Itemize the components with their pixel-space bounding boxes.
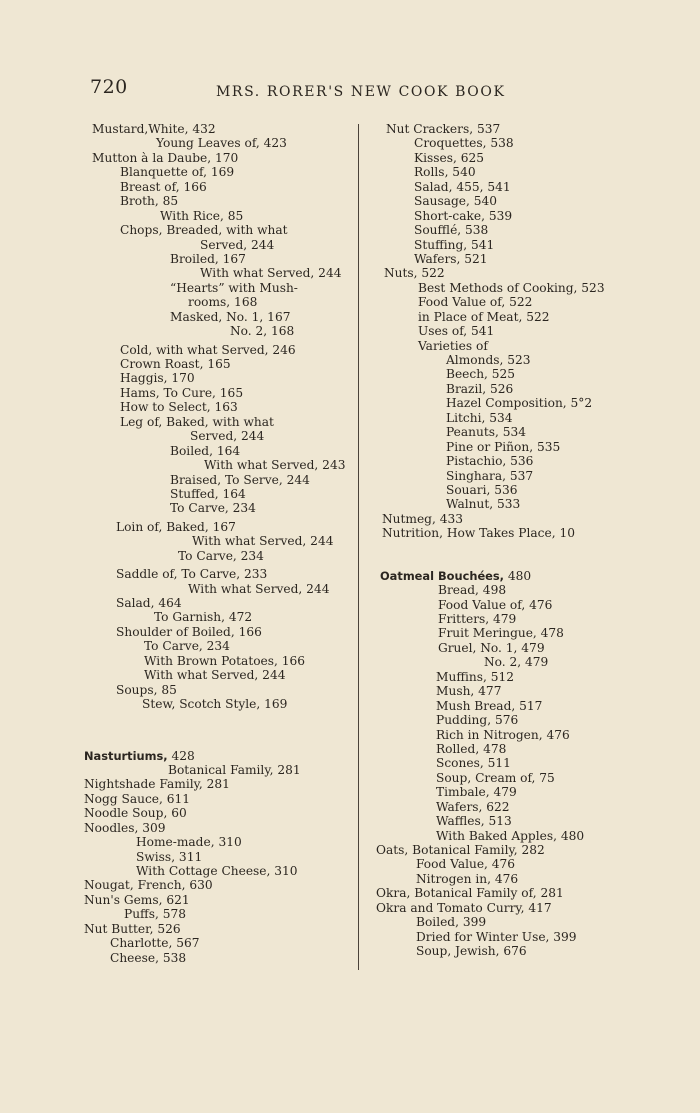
index-entry: Fruit Meringue, 478 (438, 626, 564, 641)
index-entry: No. 2, 168 (230, 324, 295, 339)
index-entry: Stew, Scotch Style, 169 (142, 697, 288, 712)
index-entry: With what Served, 243 (204, 458, 346, 473)
index-entry: Singhara, 537 (446, 468, 534, 483)
index-heading-word: Nasturtiums, (84, 748, 168, 763)
index-entry: Nut Crackers, 537 (386, 122, 501, 136)
index-entry: With Rice, 85 (160, 208, 244, 223)
index-entry: Cold, with what Served, 246 (120, 342, 296, 357)
index-entry: Nutmeg, 433 (382, 511, 463, 526)
index-entry: Fritters, 479 (438, 612, 517, 626)
index-entry: Stuffing, 541 (414, 237, 495, 252)
index-entry: Scones, 511 (436, 756, 511, 771)
index-entry: Hazel Composition, 5°2 (446, 396, 593, 411)
index-entry: Rich in Nitrogen, 476 (436, 727, 570, 742)
index-entry: Loin of, Baked, 167 (116, 519, 236, 534)
index-entry: Haggis, 170 (120, 371, 195, 386)
index-entry: Soup, Jewish, 676 (416, 944, 527, 959)
index-entry: Masked, No. 1, 167 (170, 309, 291, 324)
index-entry: Beech, 525 (446, 367, 516, 382)
index-entry: Mush Bread, 517 (436, 698, 543, 713)
index-entry: Served, 244 (190, 429, 265, 444)
index-entry: Rolled, 478 (436, 741, 507, 756)
section-gap (82, 712, 352, 749)
index-entry: Shoulder of Boiled, 166 (116, 624, 262, 639)
index-entry: Varieties of (418, 338, 488, 353)
index-entry: Salad, 455, 541 (414, 179, 511, 194)
index-entry: Food Value, 476 (416, 857, 516, 872)
index-entry: Peanuts, 534 (446, 425, 526, 440)
index-entry: Served, 244 (200, 237, 275, 252)
index-entry: With what Served, 244 (188, 581, 330, 596)
index-entry: Broiled, 167 (170, 251, 246, 266)
index-page-ref: 428 (167, 748, 195, 763)
index-entry: Sausage, 540 (414, 194, 498, 209)
index-entry: To Carve, 234 (178, 548, 264, 563)
index-entry: Food Value of, 522 (418, 295, 533, 310)
index-entry: Nogg Sauce, 611 (84, 791, 190, 806)
index-entry: Nitrogen in, 476 (416, 871, 519, 886)
index-entry: To Carve, 234 (144, 639, 230, 654)
index-entry: Wafers, 521 (414, 251, 488, 266)
index-entry: Almonds, 523 (446, 353, 531, 367)
index-entry: Pine or Piñon, 535 (446, 439, 561, 454)
page-number: 720 (90, 76, 128, 98)
section-gap (376, 541, 686, 569)
index-entry: Nougat, French, 630 (84, 878, 213, 893)
index-entry: Muffins, 512 (436, 669, 514, 684)
index-entry: Breast of, 166 (120, 179, 207, 194)
index-entry: Boiled, 399 (416, 915, 487, 930)
index-entry: Soups, 85 (116, 682, 177, 697)
index-entry: Soup, Cream of, 75 (436, 770, 555, 785)
index-entry: No. 2, 479 (484, 655, 549, 670)
index-entry: Nutrition, How Takes Place, 10 (382, 526, 575, 541)
index-entry: Short-cake, 539 (414, 208, 513, 223)
index-entry: Oats, Botanical Family, 282 (376, 843, 545, 857)
index-entry: Litchi, 534 (446, 410, 513, 425)
index-entry: Nuts, 522 (384, 266, 445, 281)
index-entry: Soufflé, 538 (414, 223, 489, 238)
index-entry: rooms, 168 (188, 295, 258, 310)
index-entry: Okra and Tomato Curry, 417 (376, 900, 552, 915)
index-entry: Nun's Gems, 621 (84, 892, 190, 907)
index-entry: Noodle Soup, 60 (84, 806, 187, 821)
index-column-left (82, 122, 352, 965)
index-entry: Bread, 498 (438, 583, 507, 598)
index-entry: Gruel, No. 1, 479 (438, 640, 545, 655)
index-entry: Dried for Winter Use, 399 (416, 929, 577, 944)
index-entry: Boiled, 164 (170, 443, 241, 458)
index-entry: Croquettes, 538 (414, 136, 514, 151)
index-entry (82, 749, 352, 763)
index-entry: To Carve, 234 (170, 501, 256, 516)
index-entry: Botanical Family, 281 (168, 762, 301, 777)
index-entry: Mustard,White, 432 (92, 122, 216, 136)
index-entry: Kisses, 625 (414, 150, 484, 165)
index-entry: Best Methods of Cooking, 523 (418, 280, 605, 295)
index-entry: Home-made, 310 (136, 835, 242, 850)
column-divider (358, 124, 359, 970)
index-entry: Timbale, 479 (436, 785, 517, 800)
index-entry: Puffs, 578 (124, 907, 186, 922)
index-entry: Saddle of, To Carve, 233 (116, 567, 268, 582)
index-entry: Leg of, Baked, with what (120, 414, 274, 429)
index-entry: With what Served, 244 (192, 534, 334, 549)
index-entry (376, 569, 686, 583)
index-entry: Walnut, 533 (446, 497, 521, 512)
index-entry: Swiss, 311 (136, 849, 203, 864)
index-entry: With Brown Potatoes, 166 (144, 653, 306, 668)
index-entry: in Place of Meat, 522 (418, 309, 550, 324)
index-entry: Rolls, 540 (414, 165, 476, 180)
index-entry: How to Select, 163 (120, 400, 238, 415)
index-entry: Pistachio, 536 (446, 454, 534, 469)
index-entry: With Baked Apples, 480 (436, 828, 585, 843)
index-entry: Wafers, 622 (436, 799, 510, 814)
index-entry: Nightshade Family, 281 (84, 777, 230, 792)
index-entry: With what Served, 244 (200, 266, 342, 281)
index-heading-word: Oatmeal Bouchées, (380, 568, 505, 583)
index-entry: To Garnish, 472 (154, 610, 253, 625)
index-entry: Charlotte, 567 (110, 936, 200, 951)
index-entry: With what Served, 244 (144, 668, 286, 683)
index-entry: Hams, To Cure, 165 (120, 385, 244, 400)
index-entry: Mush, 477 (436, 684, 502, 699)
index-entry: Waffles, 513 (436, 814, 512, 829)
index-entry: Blanquette of, 169 (120, 165, 235, 180)
index-entry: Noodles, 309 (84, 820, 166, 835)
index-entry: Okra, Botanical Family of, 281 (376, 886, 564, 901)
index-page-ref: 480 (504, 568, 532, 583)
index-entry: Uses of, 541 (418, 324, 495, 339)
index-entry: Mutton à la Daube, 170 (92, 150, 239, 165)
index-entry: Salad, 464 (116, 596, 182, 610)
running-title: MRS. RORER'S NEW COOK BOOK (216, 84, 506, 100)
index-entry: “Hearts” with Mush- (170, 280, 298, 295)
index-column-right (376, 122, 686, 959)
index-entry: Brazil, 526 (446, 381, 514, 396)
index-entry: Crown Roast, 165 (120, 357, 231, 371)
index-entry: Pudding, 576 (436, 713, 519, 728)
index-entry: Cheese, 538 (110, 950, 187, 965)
index-entry: Stuffed, 164 (170, 486, 246, 501)
index-entry: Young Leaves of, 423 (156, 136, 287, 151)
index-entry: Food Value of, 476 (438, 597, 553, 612)
index-entry: Braised, To Serve, 244 (170, 472, 310, 487)
index-entry: With Cottage Cheese, 310 (136, 864, 298, 878)
index-entry: Chops, Breaded, with what (120, 223, 288, 238)
index-entry: Nut Butter, 526 (84, 921, 181, 936)
index-entry: Broth, 85 (120, 194, 179, 209)
index-entry: Souari, 536 (446, 482, 518, 497)
page-header (90, 76, 520, 106)
